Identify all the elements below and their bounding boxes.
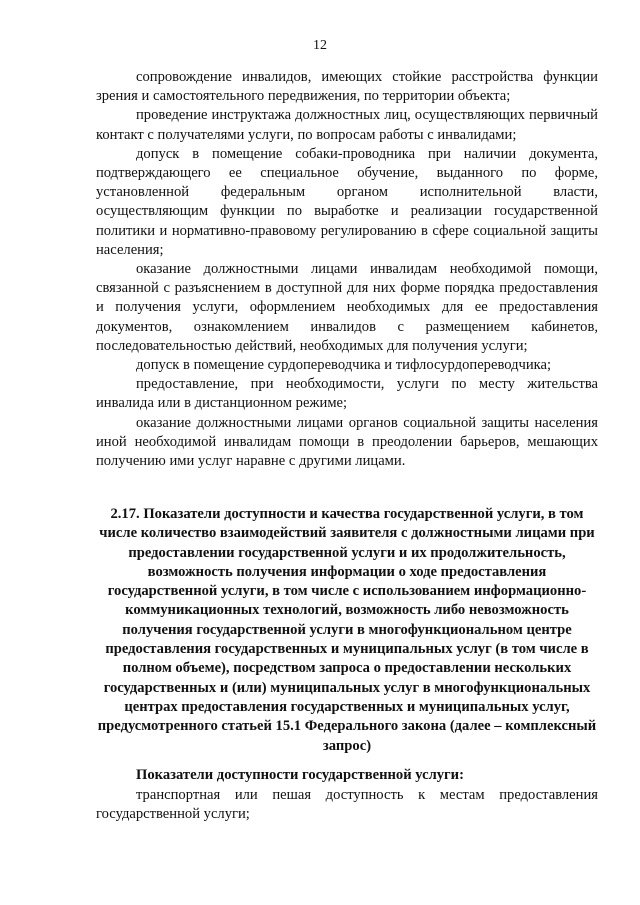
- paragraph-sign-interpreter: допуск в помещение сурдопереводчика и тифлосурдопереводчика;: [136, 357, 552, 374]
- paragraph-escort: сопровождение инвалидов, имеющих стойкие расстройства функции зрения и самостоятельного передвижения, по территории объекта;: [96, 69, 598, 105]
- subheading-accessibility: Показатели доступности государственной услуги:: [136, 767, 464, 783]
- paragraph-remote-service: предоставление, при необходимости, услуги по месту жительства инвалида или в дистанционном режиме;: [96, 376, 598, 412]
- paragraph-transport-access: транспортная или пешая доступность к местам предоставления государственной услуги;: [96, 787, 598, 823]
- paragraph-guide-dog: допуск в помещение собаки-проводника при наличии документа, подтверждающего ее специальное обучение, выданного по форме, установленной федеральным органом исполнительной власти, осуществляющим функции по выработке и реализации государственной политики и нормативно-правовому регулированию в сфере социальной защиты населения;: [96, 145, 598, 258]
- paragraph-briefing: проведение инструктажа должностных лиц, осуществляющих первичный контакт с получателями услуги, по вопросам работы с инвалидами;: [96, 107, 598, 143]
- paragraph-assistance: оказание должностными лицами инвалидам необходимой помощи, связанной с разъяснением в доступной для них форме порядка предоставления и получения услуги, оформлением необходимых для ее предоставления документов, ознакомлением инвалидов с размещением кабинетов, последовательностью действий, необходимых для получения услуги;: [96, 261, 598, 354]
- paragraph-barrier-help: оказание должностными лицами органов социальной защиты населения иной необходимой инвалидам помощи в преодолении барьеров, мешающих получению ими услуг наравне с другими лицами.: [96, 414, 598, 470]
- body-text: [96, 68, 598, 471]
- page-number: 12: [313, 38, 327, 53]
- tail-text: [96, 786, 598, 824]
- section-heading-2-17: 2.17. Показатели доступности и качества государственной услуги, в том числе количество взаимодействий заявителя с должностными лицами при предоставлении государственной услуги и их продолжительность, возможность получения информации о ходе предоставления государственной услуги, в том числе с использованием информационно-коммуникационных технологий, возможность либо невозможность получения государственной услуги в многофункциональном центре предоставления государственных и муниципальных услуг (в том числе в полном объеме), посредством запроса о предоставлении нескольких государственных и (или) муниципальных услуг в многофункциональных центрах предоставления государственных и муниципальных услуг, предусмотренного статьей 15.1 Федерального закона (далее – комплексный запрос): [97, 506, 597, 754]
